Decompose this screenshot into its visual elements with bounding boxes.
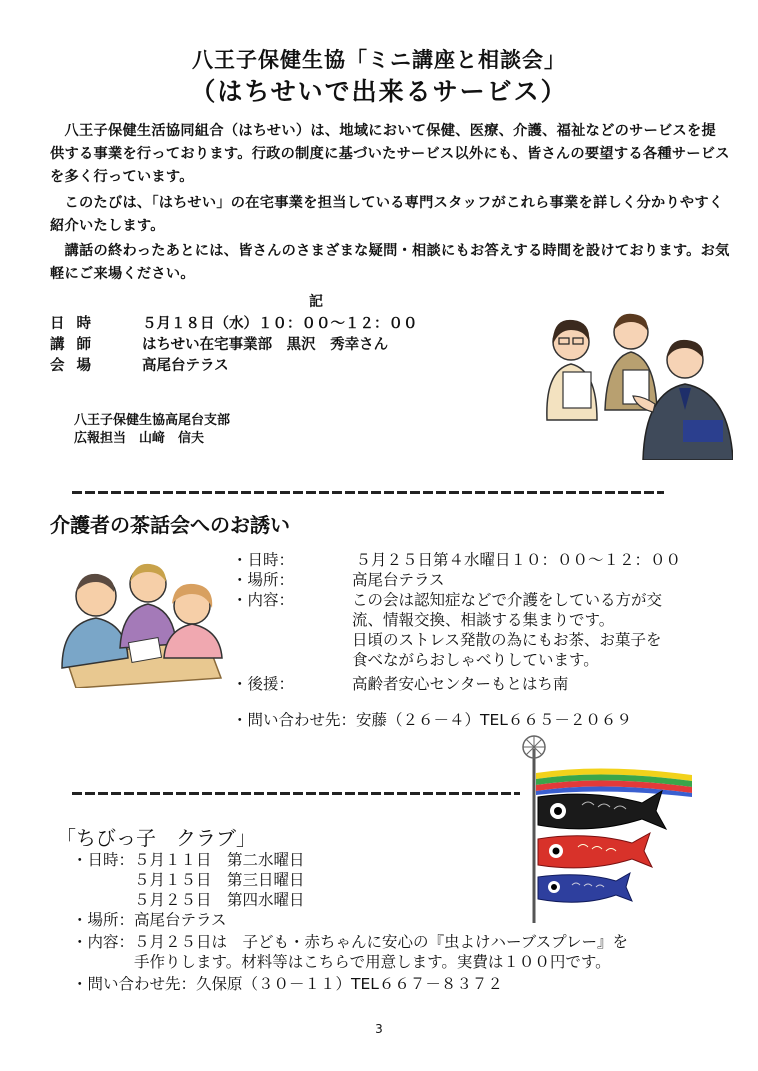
page-title: 八王子保健生協「ミニ講座と相談会」 — [192, 48, 566, 72]
club-line: ・日時：５月１１日 第二水曜日 — [72, 851, 305, 869]
club-line: ・場所：高尾台テラス — [72, 911, 227, 929]
detail-label: 日時 — [50, 316, 103, 332]
club-line: ５月１５日 第三日曜日 — [72, 871, 305, 889]
tea-party-details — [0, 550, 758, 700]
detail-lecturer — [50, 333, 388, 355]
tea-value-content: この会は認知症などで介護をしている方が交 — [352, 591, 663, 609]
detail-venue — [50, 354, 229, 376]
tea-contact: ・問い合わせ先：安藤（２６－４）TEL６６５－２０６９ — [232, 711, 632, 729]
section-divider — [72, 491, 664, 494]
signature-branch: 八王子保健生協高尾台支部 — [74, 413, 231, 428]
club-line: ・内容：５月２５日は 子ども・赤ちゃんに安心の『虫よけハーブスプレー』を — [72, 933, 628, 951]
detail-datetime — [50, 312, 418, 334]
tea-label-support: ・後援： — [232, 675, 295, 693]
club-heading: 「ちびっ子 クラブ」 — [56, 826, 256, 850]
consultation-illustration — [533, 300, 733, 460]
tea-value-content-cont: 流、情報交換、相談する集まりです。 — [352, 611, 615, 629]
tea-label-content: ・内容： — [232, 591, 295, 609]
page-number: 3 — [375, 1022, 383, 1036]
intro-paragraph-2: このたびは、「はちせい」の在宅事業を担当している専門スタッフがこれら事業を詳しく分かりやすく紹介いたします。 — [50, 195, 724, 234]
page-subtitle: （はちせいで出来るサービス） — [190, 77, 568, 106]
tea-label-place: ・場所： — [232, 571, 295, 589]
tea-value-support: 高齢者安心センターもとはち南 — [352, 675, 569, 693]
ki-mark: 記 — [309, 294, 323, 310]
intro-paragraph-1: 八王子保健生活協同組合（はちせい）は、地域において保健、医療、介護、福祉などのサービスを提供する事業を行っております。行政の制度に基づいたサービス以外にも、皆さんの要望する各種サービスを多く行っています。 — [50, 123, 730, 185]
section-divider — [72, 792, 520, 795]
tea-label-datetime: ・日時： — [232, 551, 295, 569]
club-line: 手作りします。材料等はこちらで用意します。実費は１００円です。 — [72, 953, 611, 971]
detail-value: 高尾台テラス — [142, 358, 229, 374]
koinobori-illustration — [512, 735, 702, 925]
tea-value-content-cont: 食べながらおしゃべりしています。 — [352, 651, 599, 669]
tea-value-datetime: ５月２５日第４水曜日１０：００～１２：００ — [340, 551, 682, 569]
detail-label: 会場 — [50, 358, 103, 374]
detail-label: 講師 — [50, 337, 103, 353]
tea-value-content-cont: 日頃のストレス発散の為にもお茶、お菓子を — [352, 631, 662, 649]
tea-value-place: 高尾台テラス — [352, 571, 445, 589]
club-line: ５月２５日 第四水曜日 — [72, 891, 305, 909]
intro-paragraph-3: 講話の終わったあとには、皆さんのさまざまな疑問・相談にもお答えする時間を設けております。お気軽にご来場ください。 — [50, 243, 730, 282]
tea-party-heading: 介護者の茶話会へのお誘い — [50, 513, 290, 537]
detail-value: ５月１８日（水）１０：００～１２：００ — [142, 316, 418, 332]
club-contact: ・問い合わせ先：久保原（３０－１１）TEL６６７－８３７２ — [72, 975, 503, 993]
signature-person: 広報担当 山﨑 信夫 — [74, 431, 205, 446]
detail-value: はちせい在宅事業部 黒沢 秀幸さん — [142, 337, 389, 353]
